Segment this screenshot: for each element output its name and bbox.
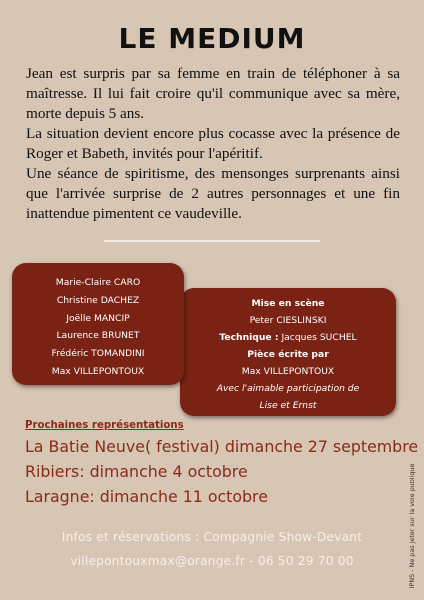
participation-line-1: Avec l'aimable participation de xyxy=(216,383,360,394)
credits-box xyxy=(180,288,396,416)
cast-member: Christine DACHEZ xyxy=(56,294,140,306)
contact-info: Infos et réservations : Compagnie Show-Devant xyxy=(61,530,363,544)
synopsis-paragraph-1: Jean est surpris par sa femme en train de téléphoner à sa maîtresse. Il lui fait croire qu'il communique avec sa mère, morte depuis 5 ans. xyxy=(26,65,400,122)
side-notice-text: IPNS - Ne pas jeter sur la voie publique xyxy=(408,463,416,589)
written-name: Max VILLEPONTOUX xyxy=(241,366,335,377)
cast-member: Laurence BRUNET xyxy=(56,330,140,342)
cast-box xyxy=(12,263,184,385)
performances-heading: Prochaines représentations xyxy=(25,420,184,431)
technique-name: Jacques SUCHEL xyxy=(281,332,357,343)
synopsis-paragraph-3: Une séance de spiritisme, des mensonges surprenants ainsi que l'arrivée surprise de 2 autres personnages et une fin inattendue pimentent ce vaudeville. xyxy=(26,165,400,222)
contact-details: villepontouxmax@orange.fr - 06 50 29 70 00 xyxy=(70,554,354,568)
participation-line-2: Lise et Ernst xyxy=(259,400,317,411)
staging-label: Mise en scène xyxy=(251,298,325,309)
written-label: Pièce écrite par xyxy=(247,349,329,360)
poster-title: LE MEDIUM xyxy=(118,22,306,55)
performance-date: Laragne: dimanche 11 octobre xyxy=(25,487,268,506)
synopsis xyxy=(26,64,400,224)
cast-member: Marie-Claire CARO xyxy=(55,277,141,288)
cast-member: Joëlle MANCIP xyxy=(66,312,130,324)
synopsis-paragraph-2: La situation devient encore plus cocasse avec la présence de Roger et Babeth, invités pour l'apéritif. xyxy=(26,125,400,162)
divider xyxy=(104,240,320,242)
technique-label: Technique : xyxy=(219,332,279,343)
side-notice xyxy=(406,452,418,600)
cast-member: Max VILLEPONTOUX xyxy=(51,365,145,377)
cast-member: Frédéric TOMANDINI xyxy=(51,348,145,360)
performance-date: Ribiers: dimanche 4 octobre xyxy=(25,462,248,481)
staging-name: Peter CIESLINSKI xyxy=(249,315,327,326)
performance-date: La Batie Neuve( festival) dimanche 27 septembre xyxy=(25,437,419,456)
technique-line xyxy=(180,329,396,346)
